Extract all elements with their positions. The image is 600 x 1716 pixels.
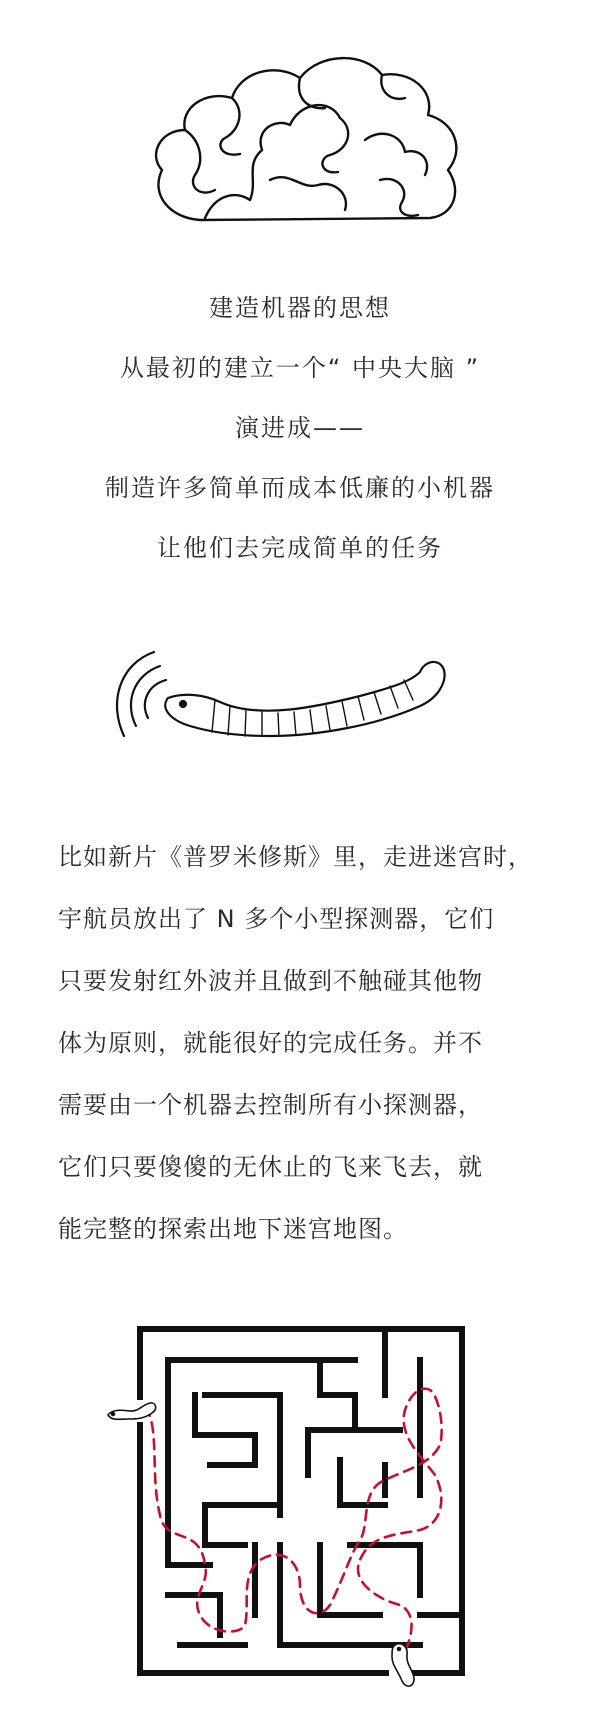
- intro-text: [0, 278, 600, 578]
- intro-line: 建造机器的思想: [209, 294, 391, 322]
- intro-line: 让他们去完成简单的任务: [157, 534, 443, 562]
- maze-illustration: [0, 1315, 600, 1695]
- paragraph-line: 需要由一个机器去控制所有小探测器，: [58, 1091, 483, 1119]
- worm-illustration: [0, 640, 600, 770]
- paragraph-line: 能完整的探索出地下迷宫地图。: [58, 1215, 408, 1243]
- paragraph-line: 宇航员放出了 N 多个小型探测器，它们: [58, 905, 495, 933]
- brain-illustration: [0, 30, 600, 230]
- body-paragraph: [58, 826, 558, 1260]
- intro-line: 从最初的建立一个“ 中央大脑 ”: [119, 354, 481, 382]
- paragraph-line: 体为原则，就能很好的完成任务。并不: [58, 1029, 483, 1057]
- intro-line: 演进成——: [235, 414, 365, 442]
- paragraph-line: 只要发射红外波并且做到不触碰其他物: [58, 967, 483, 995]
- paragraph-line: 它们只要傻傻的无休止的飞来飞去，就: [58, 1153, 483, 1181]
- paragraph-line: 比如新片《普罗米修斯》里，走进迷宫时，: [58, 843, 533, 871]
- intro-line: 制造许多简单而成本低廉的小机器: [105, 474, 495, 502]
